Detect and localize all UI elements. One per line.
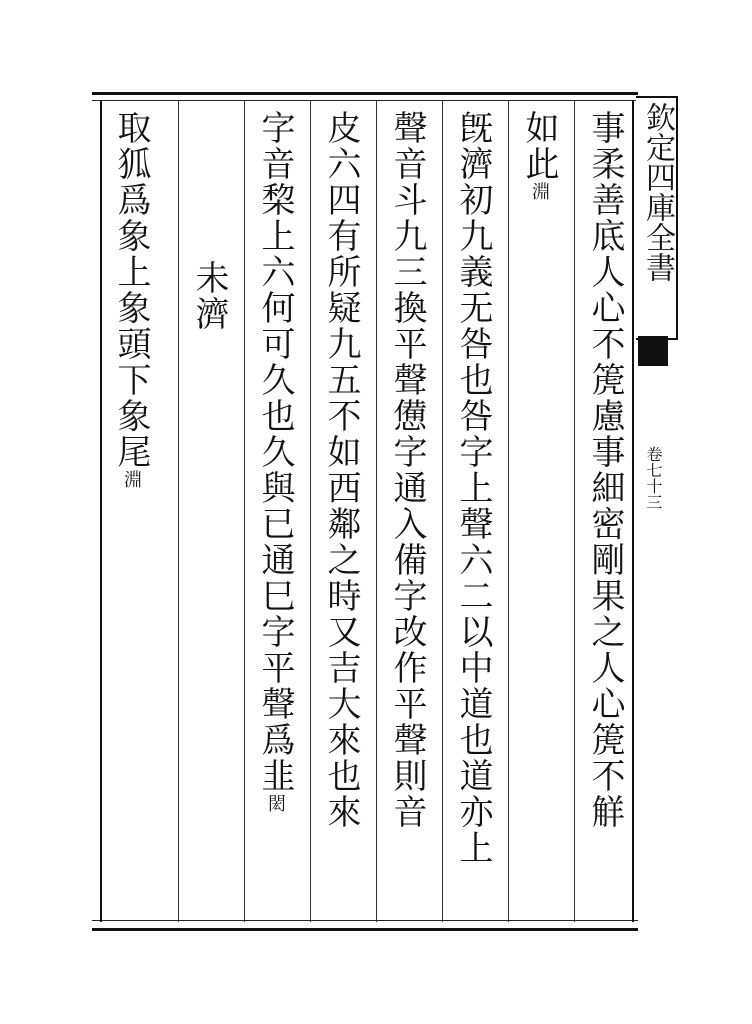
column-note: 淵 (529, 182, 550, 200)
column-rule (574, 100, 575, 922)
text-column-4 (388, 110, 426, 830)
column-rule (310, 100, 311, 922)
text-column-8 (112, 110, 150, 488)
frame-top-inner-border (92, 100, 638, 101)
text-column-2 (520, 110, 558, 200)
column-text: 字音棃上六何可久也久與已通巳字平聲爲韭 (255, 110, 295, 794)
frame-right-border (632, 100, 634, 922)
column-rule (244, 100, 245, 922)
frame-top-border (92, 92, 638, 95)
column-text: 如此 (519, 110, 559, 182)
column-rule (508, 100, 509, 922)
column-rule (376, 100, 377, 922)
column-text: 未濟 (189, 260, 229, 332)
margin-title: 欽定四庫全書 (640, 102, 675, 282)
column-rule (178, 100, 179, 922)
text-column-6 (256, 110, 294, 812)
column-note: 閎 (265, 794, 286, 812)
column-text: 旣濟初九義无咎也咎字上聲六二以中道也道亦上 (453, 110, 493, 866)
margin-volume-label: 卷七十三 (644, 446, 663, 510)
frame-bottom-inner-border (92, 920, 638, 921)
frame-left-border (100, 100, 102, 922)
column-text: 聲音斗九三換平聲憊字通入備字改作平聲則音 (387, 110, 427, 830)
column-note: 淵 (121, 470, 142, 488)
text-column-5 (322, 110, 360, 830)
column-text: 皮六四有所疑九五不如西鄰之時又吉大來也來 (321, 110, 361, 830)
column-rule (442, 100, 443, 922)
text-column-1 (586, 110, 624, 830)
frame-bottom-border (92, 928, 638, 931)
column-text: 事柔善底人心不箎慮事細密剛果之人心箎不觧 (585, 110, 625, 830)
column-text: 取狐爲象上象頭下象尾 (111, 110, 151, 470)
text-column-7 (190, 260, 228, 332)
fish-tail-mark (638, 336, 668, 366)
text-column-3 (454, 110, 492, 866)
